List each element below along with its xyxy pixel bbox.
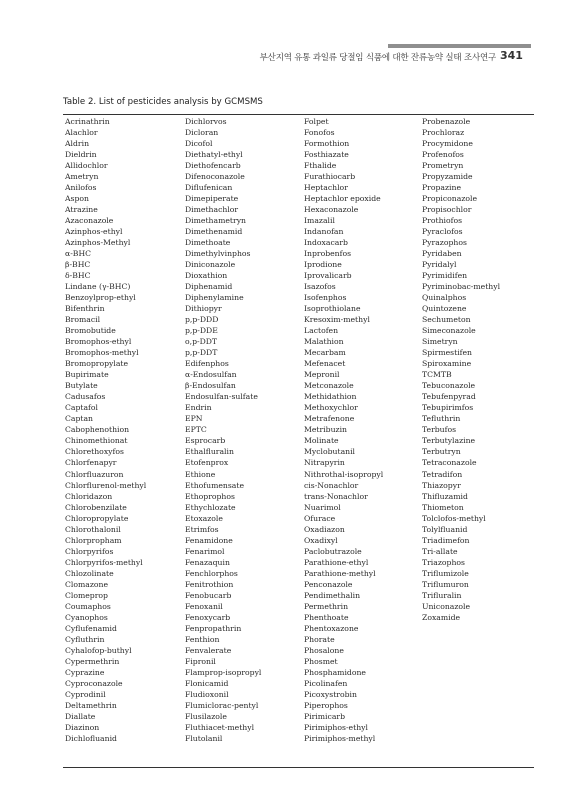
table-bottom-rule [63, 767, 534, 768]
table-cell: Diazinon [65, 722, 100, 732]
table-cell: Prometryn [422, 161, 464, 171]
table-cell: Furathiocarb [304, 172, 356, 182]
table-cell: Aldrin [65, 139, 90, 149]
table-cell: Fludioxonil [185, 689, 229, 699]
table-cell: Simetryn [422, 337, 458, 347]
table-cell: Dimethoate [185, 238, 231, 248]
table-cell: Azinphos-Methyl [65, 238, 131, 248]
table-cell: Azaconazole [65, 216, 114, 226]
table-cell: δ-BHC [65, 271, 91, 281]
table-cell: Dimethametryn [185, 216, 246, 226]
table-cell: Quinalphos [422, 293, 467, 303]
table-cell: Pyridalyl [422, 260, 457, 270]
table-cell: Diphenylamine [185, 293, 244, 303]
table-cell: Thifluzamid [422, 491, 468, 501]
table-cell: Kresoxim-methyl [304, 315, 370, 325]
table-cell: Diphenamid [185, 282, 233, 292]
table-cell: TCMTB [422, 370, 452, 380]
table-cell: Fenitrothion [185, 579, 234, 589]
table-cell: Mepronil [304, 370, 340, 380]
table-cell: Tefluthrin [422, 414, 461, 424]
table-cell: Phosphamidone [304, 667, 366, 677]
table-cell: Acrinathrin [65, 117, 110, 126]
table-cell: Inprobenfos [304, 249, 352, 259]
table-cell: cis-Nonachlor [304, 480, 359, 490]
table-cell: Fenchlorphos [185, 568, 238, 578]
table-cell: Flusilazole [185, 711, 227, 721]
table-cell: Nitrapyrin [304, 458, 345, 468]
table-cell: Phorate [304, 634, 335, 644]
table-cell: Triazophos [422, 557, 465, 567]
table-cell: p,p-DDE [185, 326, 218, 336]
table-cell: Cabophenothion [65, 425, 130, 435]
table-cell: Prothiofos [422, 216, 463, 226]
table-cell: Dicloran [185, 128, 219, 138]
table-cell: Pyrimidifen [422, 271, 468, 281]
table-cell: Allidochlor [65, 161, 108, 171]
table-cell: Chlorflurenol-methyl [65, 480, 147, 490]
table-cell: Endosulfan-sulfate [185, 392, 258, 402]
table-cell: Esprocarb [185, 436, 226, 446]
table-cell: Myclobutanil [304, 447, 356, 457]
table-cell: Clomazone [65, 579, 109, 589]
table-column [304, 116, 383, 744]
table-cell: Bromacil [65, 315, 101, 325]
table-cell: Imazalil [304, 216, 335, 226]
table-cell: Lactofen [304, 326, 339, 336]
table-cell: Thiometon [422, 502, 464, 512]
table-cell: Pirimiphos-methyl [304, 733, 376, 743]
table-cell: Nithrothal-isopropyl [304, 469, 384, 479]
table-cell: Dieldrin [65, 150, 97, 160]
table-cell: Propyzamide [422, 172, 473, 182]
table-cell: Quintozene [422, 304, 467, 314]
table-cell: Terbutryn [422, 447, 461, 457]
table-cell: Metribuzin [304, 425, 347, 435]
table-cell: Diniconazole [185, 260, 236, 270]
table-cell: Folpet [304, 117, 329, 126]
table-cell: β-Endosulfan [185, 381, 236, 391]
table-cell: Bromophos-methyl [65, 348, 139, 358]
table-column [185, 116, 261, 744]
table-cell: Fonofos [304, 128, 335, 138]
table-cell: Chlorpropham [65, 535, 122, 545]
table-cell: Spirmestifen [422, 348, 472, 358]
table-cell: Pyriminobac-methyl [422, 282, 501, 292]
table-cell: Propisochlor [422, 205, 472, 215]
table-cell: Mecarbam [304, 348, 346, 358]
table-cell: Fenpropathrin [185, 623, 242, 633]
table-cell: Isazofos [304, 282, 336, 292]
table-cell: Ofurace [304, 513, 336, 523]
table-cell: Fthalide [304, 161, 337, 171]
table-cell: Cyproconazole [65, 678, 123, 688]
table-cell: Oxadiazon [304, 524, 345, 534]
table-cell: Chlorpyrifos-methyl [65, 557, 143, 567]
table-cell: Picoxystrobin [304, 689, 357, 699]
table-cell: Methoxychlor [304, 403, 358, 413]
table-cell: α-Endosulfan [185, 370, 237, 380]
table-cell: Uniconazole [422, 601, 471, 611]
table-cell: Coumaphos [65, 601, 111, 611]
table-cell: Dimepiperate [185, 194, 239, 204]
table-cell: Profenofos [422, 150, 464, 160]
table-cell: Parathione-ethyl [304, 557, 369, 567]
table-caption: Table 2. List of pesticides analysis by GCMSMS [63, 97, 263, 107]
table-cell: Diethatyl-ethyl [185, 150, 243, 160]
table-cell: Nuarimol [304, 502, 341, 512]
table-cell: Pirimiphos-ethyl [304, 722, 368, 732]
table-cell: Tolylfluanid [422, 524, 468, 534]
table-cell: Diethofencarb [185, 161, 241, 171]
table-cell: Ethofumensate [185, 480, 245, 490]
table-cell: Endrin [185, 403, 212, 413]
table-cell: Phentoxazone [304, 623, 359, 633]
table-cell: Chinomethionat [65, 436, 128, 446]
table-cell: Thiazopyr [422, 480, 461, 490]
table-cell: Dimethylvinphos [185, 249, 251, 259]
table-cell: Phosmet [304, 656, 338, 666]
table-cell: Iprodione [304, 260, 342, 270]
table-cell: Pyrazophos [422, 238, 467, 248]
table-cell: Fenvalerate [185, 645, 232, 655]
table-cell: Triflumizole [422, 568, 469, 578]
table-cell: Cadusafos [65, 392, 106, 402]
table-cell: Fenazaquin [185, 557, 230, 567]
table-cell: Etofenprox [185, 458, 229, 468]
table-cell: Chlorobenzilate [65, 502, 127, 512]
table-cell: Tri-allate [422, 546, 458, 556]
table-cell: Alachlor [65, 128, 98, 138]
table-cell: Metrafenone [304, 414, 355, 424]
table-cell: Etoxazole [185, 513, 223, 523]
table-cell: Cyhalofop-buthyl [65, 645, 132, 655]
table-cell: Procymidone [422, 139, 473, 149]
table-cell: Pyraclofos [422, 227, 463, 237]
table-cell: p,p-DDD [185, 315, 219, 325]
table-cell: EPN [185, 414, 203, 424]
table-cell: Triadimefon [422, 535, 470, 545]
table-cell: Heptachlor epoxide [304, 194, 381, 204]
table-cell: Tetradifon [422, 469, 463, 479]
table-cell: Parathione-methyl [304, 568, 376, 578]
table-cell: trans-Nonachlor [304, 491, 368, 501]
table-cell: Cyflufenamid [65, 623, 117, 633]
table-cell: Fipronil [185, 656, 216, 666]
table-cell: Dimethenamid [185, 227, 243, 237]
table-cell: Cyfluthrin [65, 634, 105, 644]
table-cell: Dichlofluanid [65, 733, 117, 743]
table-cell: Permethrin [304, 601, 349, 611]
table-cell: Piperophos [304, 700, 348, 710]
table-cell: Captafol [65, 403, 98, 413]
table-cell: Malathion [304, 337, 344, 347]
table-cell: Chlorethoxyfos [65, 447, 124, 457]
table-cell: Oxadixyl [304, 535, 338, 545]
table-cell: o,p-DDT [185, 337, 218, 347]
table-cell: Tetraconazole [422, 458, 477, 468]
table-cell: Fosthiazate [304, 150, 349, 160]
table-cell: α-BHC [65, 249, 92, 259]
table-cell: Bifenthrin [65, 304, 105, 314]
table-cell: Simeconazole [422, 326, 476, 336]
table-cell: Chlorpyrifos [65, 546, 114, 556]
table-cell: Terbutylazine [422, 436, 476, 446]
table-cell: Isofenphos [304, 293, 347, 303]
table-cell: Zoxamide [422, 612, 461, 622]
table-cell: Tebupirimfos [422, 403, 474, 413]
table-cell: Cypermethrin [65, 656, 120, 666]
table-cell: Etrimfos [185, 524, 219, 534]
table-cell: Triflumuron [422, 579, 469, 589]
table-cell: Trifluralin [422, 590, 462, 600]
table-cell: Metconazole [304, 381, 354, 391]
table-cell: Propazine [422, 183, 461, 193]
table-cell: Pyridaben [422, 249, 462, 259]
table-column [65, 116, 146, 744]
table-cell: Dithiopyr [185, 304, 222, 314]
table-cell: Formothion [304, 139, 350, 149]
table-cell: Chlorfluazuron [65, 469, 124, 479]
table-cell: Flamprop-isopropyl [185, 667, 262, 677]
table-cell: Fenarimol [185, 546, 225, 556]
table-cell: Ametryn [65, 172, 99, 182]
table-cell: Fluthiacet-methyl [185, 722, 255, 732]
table-cell: Chlozolinate [65, 568, 114, 578]
table-cell: Ethione [185, 469, 216, 479]
table-cell: Flutolanil [185, 733, 223, 743]
table-cell: Heptachlor [304, 183, 348, 193]
table-cell: Fenamidone [185, 535, 233, 545]
table-cell: Tebufenpyrad [422, 392, 476, 402]
table-cell: Picolinafen [304, 678, 348, 688]
table-cell: Penconazole [304, 579, 353, 589]
table-cell: Prochloraz [422, 128, 465, 138]
table-cell: Paclobutrazole [304, 546, 362, 556]
running-title: 부산지역 유통 과일류 당절임 식품에 대한 잔류농약 실태 조사연구 [259, 53, 496, 63]
table-cell: Sechumeton [422, 315, 471, 325]
table-cell: Isoprothiolane [304, 304, 361, 314]
table-cell: Dioxathion [185, 271, 228, 281]
table-cell: Mefenacet [304, 359, 346, 369]
table-cell: Chloridazon [65, 491, 113, 501]
table-cell: Molinate [304, 436, 339, 446]
table-cell: Fenobucarb [185, 590, 232, 600]
table-cell: Spiroxamine [422, 359, 472, 369]
table-cell: Indanofan [304, 227, 344, 237]
table-cell: Indoxacarb [304, 238, 348, 248]
table-cell: Anilofos [65, 183, 97, 193]
table-cell: Atrazine [65, 205, 98, 215]
table-cell: Captan [65, 414, 94, 424]
table-top-rule [63, 114, 534, 115]
table-cell: Flonicamid [185, 678, 229, 688]
table-cell: p,p-DDT [185, 348, 218, 358]
table-cell: Diallate [65, 711, 96, 721]
table-cell: Clomeprop [65, 590, 108, 600]
table-cell: Deltamethrin [65, 700, 117, 710]
table-cell: Tebuconazole [422, 381, 476, 391]
table-cell: Butylate [65, 381, 98, 391]
table-cell: Lindane (γ-BHC) [65, 282, 131, 292]
table-cell: Bromobutide [65, 326, 116, 336]
table-cell: Edifenphos [185, 359, 229, 369]
table-column [422, 116, 500, 623]
table-cell: Methidathion [304, 392, 357, 402]
table-cell: Aspon [65, 194, 89, 204]
table-cell: Flumiclorac-pentyl [185, 700, 259, 710]
table-cell: Tolclofos-methyl [422, 513, 486, 523]
table-cell: Fenoxycarb [185, 612, 231, 622]
table-cell: Cyprodinil [65, 689, 106, 699]
table-cell: Fenthion [185, 634, 220, 644]
page-number: 341 [500, 49, 523, 62]
table-cell: Chloropropylate [65, 513, 129, 523]
table-cell: Azinphos-ethyl [65, 227, 123, 237]
table-cell: Ethychlozate [185, 502, 236, 512]
table-cell: Chlorothalonil [65, 524, 121, 534]
table-cell: Bupirimate [65, 370, 109, 380]
table-cell: Chlorfenapyr [65, 458, 117, 468]
header-rule [388, 44, 531, 48]
table-cell: Ethoprophos [185, 491, 235, 501]
table-cell: Iprovalicarb [304, 271, 352, 281]
table-cell: Dichlorvos [185, 117, 227, 126]
table-cell: EPTC [185, 425, 207, 435]
table-cell: Benzoylprop-ethyl [65, 293, 136, 303]
table-cell: β-BHC [65, 260, 91, 270]
table-cell: Probenazole [422, 117, 471, 126]
table-cell: Phosalone [304, 645, 344, 655]
table-cell: Ethalfluralin [185, 447, 234, 457]
table-cell: Pendimethalin [304, 590, 361, 600]
table-cell: Hexaconazole [304, 205, 359, 215]
table-cell: Fenoxanil [185, 601, 223, 611]
table-cell: Bromopropylate [65, 359, 129, 369]
table-cell: Terbufos [422, 425, 457, 435]
table-cell: Bromophos-ethyl [65, 337, 132, 347]
table-cell: Dimethachlor [185, 205, 239, 215]
table-cell: Phenthoate [304, 612, 349, 622]
table-cell: Propiconazole [422, 194, 478, 204]
table-cell: Dicofol [185, 139, 213, 149]
table-cell: Difenoconazole [185, 172, 245, 182]
table-cell: Cyprazine [65, 667, 105, 677]
table-cell: Cyanophos [65, 612, 108, 622]
table-cell: Pirimicarb [304, 711, 345, 721]
table-cell: Diflufenican [185, 183, 233, 193]
